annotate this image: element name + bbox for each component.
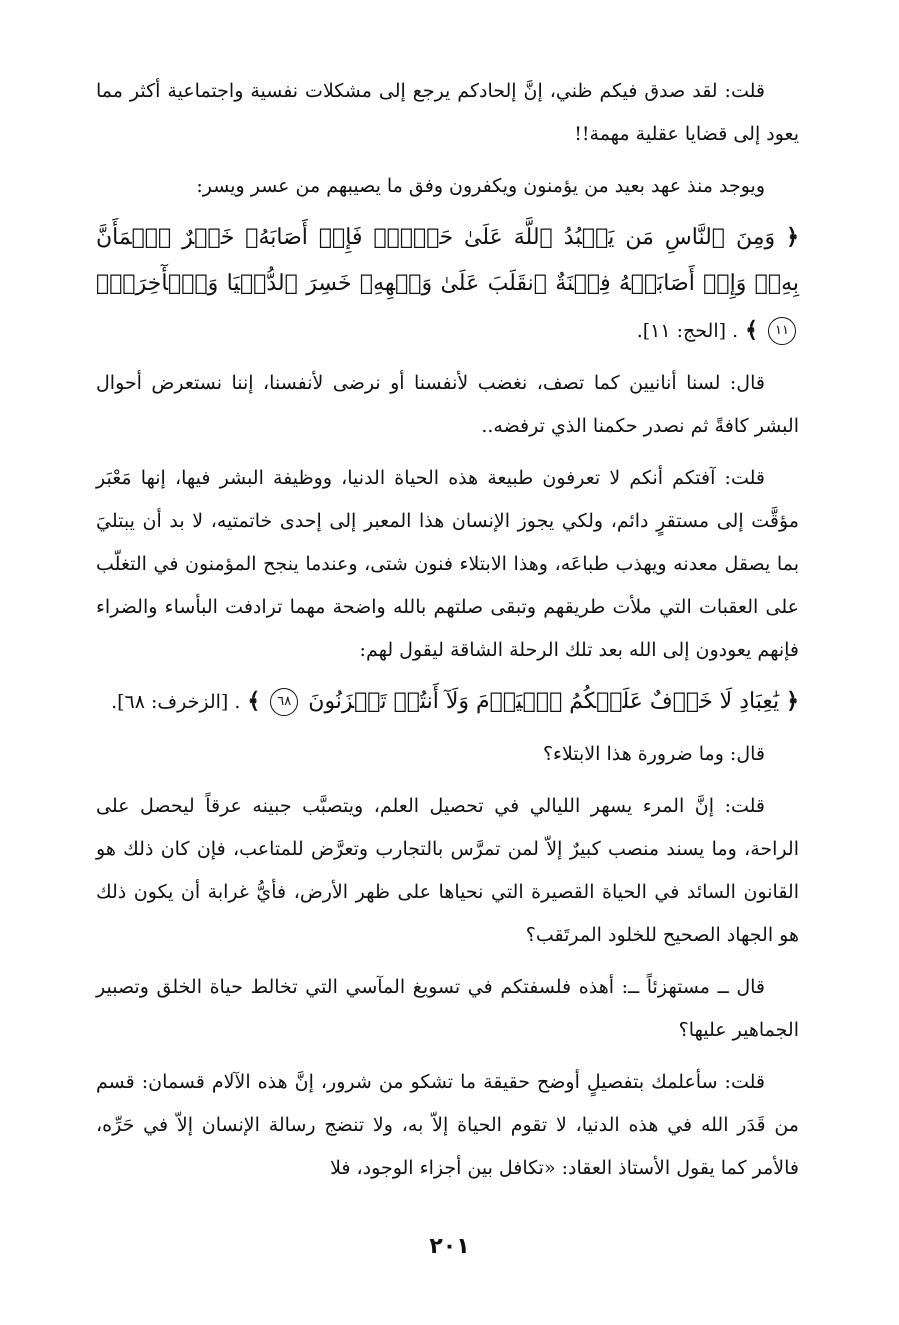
- verse-close-bracket: ﴾: [247, 688, 261, 714]
- verse-reference: . [الحج: ١١].: [636, 320, 739, 342]
- verse-open-bracket: ﴿: [786, 688, 799, 714]
- verse-close-bracket: ﴾: [745, 317, 758, 343]
- paragraph-2: ويوجد منذ عهد بعيد من يؤمنون ويكفرون وفق ما يصيبهم من عسر ويسر:: [196, 175, 765, 197]
- ayah-number-marker: ١١: [768, 317, 796, 345]
- paragraph-8: قلت: سأعلمك بتفصيلٍ أوضح حقيقة ما تشكو من شرور، إنَّ هذه الآلام قسمان: قسم من قَدَر الله في هذه الدنيا، لا تقوم الحياة إلاّ به، ولا تنضج رسالة الإنسان إلاّ في حَرِّه، فالأمر كما يقول الأستاذ العقاد: «تكافل بين أجزاء الوجود، فلا: [96, 1071, 799, 1179]
- paragraph-4: قلت: آفتكم أنكم لا تعرفون طبيعة هذه الحياة الدنيا، ووظيفة البشر فيها، إنها مَعْبَر مؤقَّت إلى مستقرٍ دائم، ولكي يجوز الإنسان هذا المعبر إلى إحدى خاتمتيه، لا بد أن يبتليَ بما يصقل معدنه ويهذب طباعَه، وهذا الابتلاء فنون شتى، وعندما ينجح المؤمنون في التغلّب على العقبات التي ملأت طريقهم وتبقى صلتهم بالله واضحة مهما ترادفت البأساء والضراء فإنهم يعودون إلى الله بعد تلك الرحلة الشاقة ليقول لهم:: [96, 467, 799, 661]
- verse-reference: . [الزخرف: ٦٨].: [111, 691, 241, 713]
- verse-text: وَمِنَ ٱلنَّاسِ مَن يَعۡبُدُ ٱللَّهَ عَلَىٰ حَرۡفٍۖ فَإِنۡ أَصَابَهُۥ خَيۡرٌ ٱطۡمَأَنَّ بِهِۦۖ وَإِنۡ أَصَابَتۡهُ فِتۡنَةٌ ٱنقَلَبَ عَلَىٰ وَجۡهِهِۦ خَسِرَ ٱلدُّنۡيَا وَٱلۡأٓخِرَةَۚ: [96, 225, 799, 296]
- paragraph-5: قال: وما ضرورة هذا الابتلاء؟: [542, 743, 765, 765]
- quran-verse-hajj: [96, 214, 799, 354]
- page-number: ٢٠١: [429, 1234, 470, 1259]
- paragraph-7: قال ــ مستهزئاً ــ: أهذه فلسفتكم في تسويغ المآسي التي تخالط حياة الخلق وتصبير الجماهير عليها؟: [96, 976, 799, 1041]
- quran-verse-zukhruf: [96, 678, 799, 725]
- ayah-number-marker: ٦٨: [270, 688, 298, 716]
- paragraph-6: قلت: إنَّ المرء يسهر الليالي في تحصيل العلم، ويتصبَّب جبينه عرقاً ليحصل على الراحة، وما يسند منصب كبيرٌ إلاّ لمن تمرَّس بالتجارب وتعرَّض للمتاعب، فإن كان ذلك هو القانون السائد في الحياة القصيرة التي نحياها على ظهر الأرض، فأيُّ غرابة أن يكون ذلك هو الجهاد الصحيح للخلود المرتَقب؟: [96, 795, 799, 946]
- paragraph-1: قلت: لقد صدق فيكم ظني، إنَّ إلحادكم يرجع إلى مشكلات نفسية واجتماعية أكثر مما يعود إلى قضايا عقلية مهمة!!: [96, 80, 799, 145]
- verse-open-bracket: ﴿: [786, 224, 800, 250]
- paragraph-3: قال: لسنا أنانيين كما تصف، نغضب لأنفسنا أو نرضى لأنفسنا، إننا نستعرض أحوال البشر كافةً ثم نصدر حكمنا الذي ترفضه..: [96, 372, 799, 437]
- verse-text: يَٰعِبَادِ لَا خَوۡفٌ عَلَيۡكُمُ ٱلۡيَوۡمَ وَلَآ أَنتُمۡ تَحۡزَنُونَ: [308, 689, 780, 714]
